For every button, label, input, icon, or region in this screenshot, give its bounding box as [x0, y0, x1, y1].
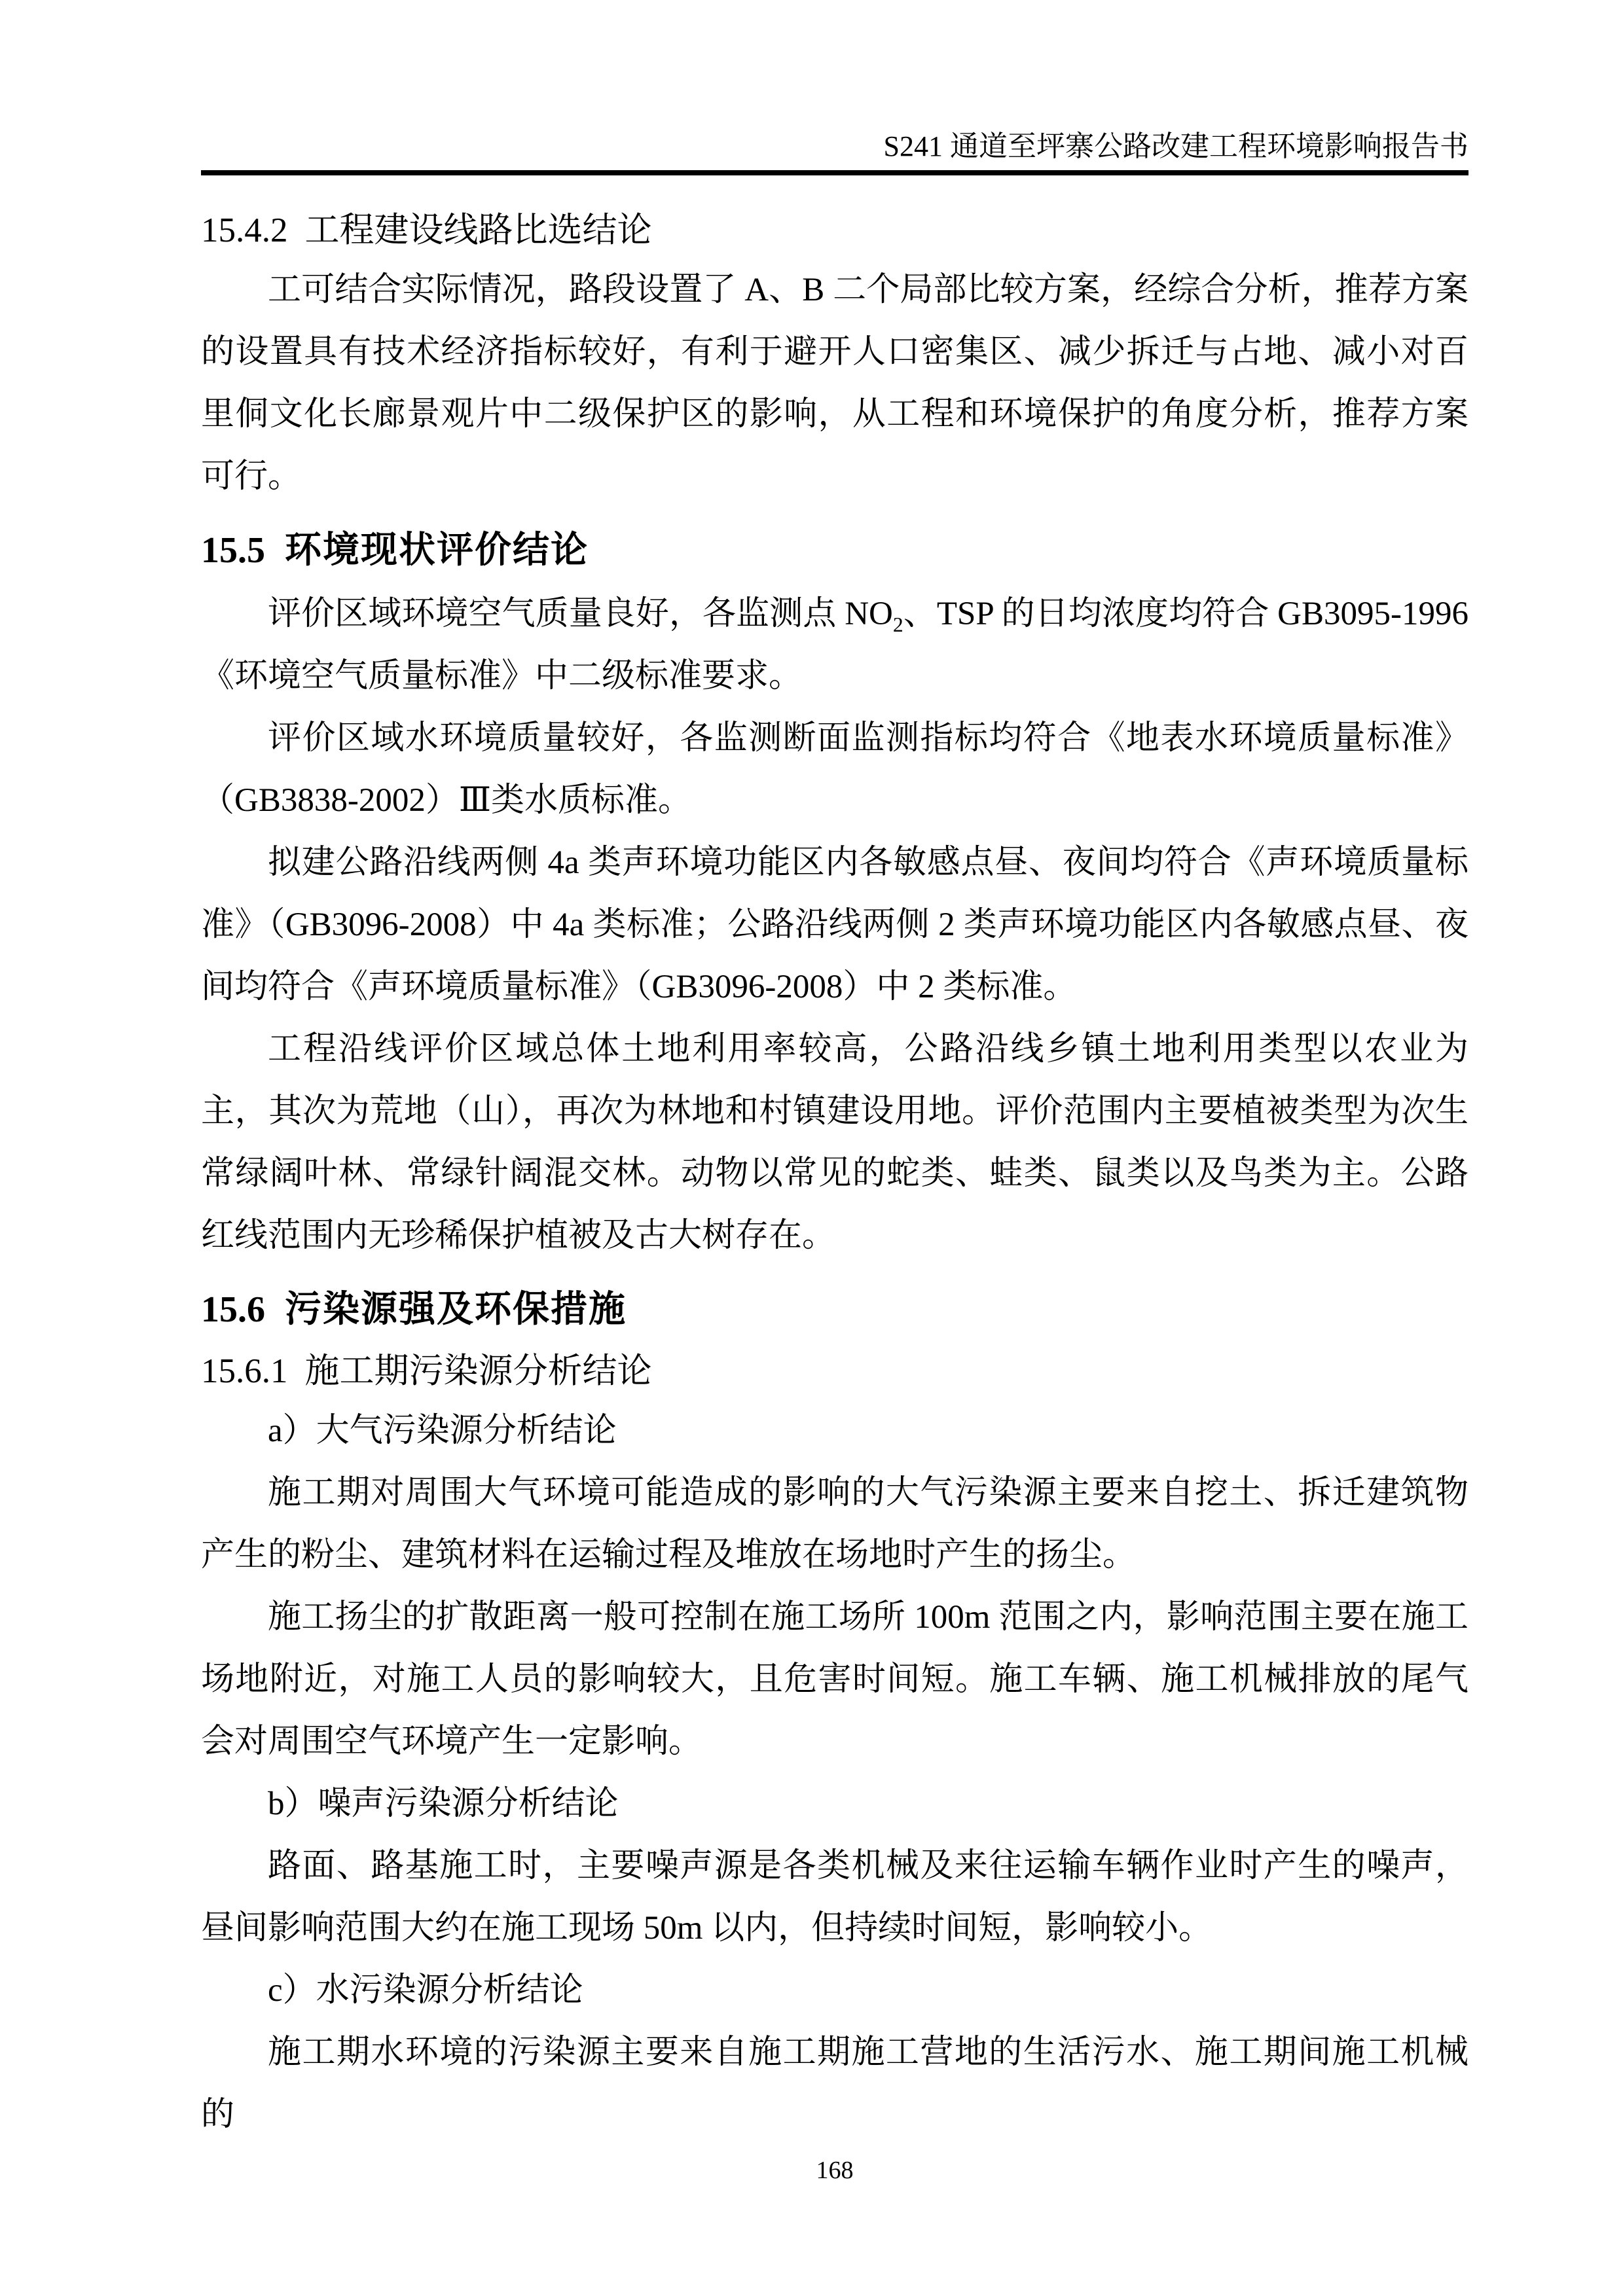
no2-subscript: 2 [892, 613, 903, 637]
page-footer [201, 2156, 1468, 2185]
paragraph-air-quality [201, 583, 1468, 708]
heading-15-5 [201, 526, 1468, 574]
paragraph-landuse-ecology: 工程沿线评价区域总体土地利用率较高，公路沿线乡镇土地利用类型以农业为主，其次为荒地（山），再次为林地和村镇建设用地。评价范围内主要植被类型为次生常绿阔叶林、常绿针阔混交林。动物以常见的蛇类、蛙类、鼠类以及鸟类为主。公路红线范围内无珍稀保护植被及古大树存在。 [201, 1031, 1468, 1255]
heading-number: 15.5 [201, 530, 265, 571]
paragraph-route-comparison: 工可结合实际情况，路段设置了 A、B 二个局部比较方案，经综合分析，推荐方案的设置具有技术经济指标较好，有利于避开人口密集区、减少拆迁与占地、减小对百里侗文化长廊景观片中二级保护区的影响，从工程和环境保护的角度分析，推荐方案可行。 [201, 272, 1468, 495]
page-number: 168 [816, 2157, 854, 2184]
paragraph-noise-standard: 拟建公路沿线两侧 4a 类声环境功能区内各敏感点昼、夜间均符合《声环境质量标准》（GB3096-2008）中 4a 类标准；公路沿线两侧 2 类声环境功能区内各敏感点昼、夜间均符合《声环境质量标准》（GB3096-2008）中 2 类标准。 [201, 844, 1468, 1006]
heading-number: 15.4.2 [201, 211, 288, 250]
heading-15-4-2 [201, 208, 1468, 253]
heading-title: 环境现状评价结论 [285, 529, 589, 571]
page-content [201, 208, 1468, 2146]
heading-number: 15.6 [201, 1289, 265, 1331]
paragraph-water-sources: 施工期水环境的污染源主要来自施工期施工营地的生活污水、施工期间施工机械的 [201, 2034, 1468, 2134]
item-b-noise-pollution: b）噪声污染源分析结论 [268, 1785, 619, 1823]
header-title: S241 通道至坪寨公路改建工程环境影响报告书 [883, 130, 1468, 162]
air-quality-text-after: 、TSP 的日均浓度均符合 GB3095-1996《环境空气质量标准》中二级标准要求。 [201, 596, 1468, 695]
heading-title: 污染源强及环保措施 [285, 1288, 627, 1330]
heading-title: 工程建设线路比选结论 [304, 211, 652, 250]
heading-15-6-1 [201, 1349, 1468, 1393]
heading-15-6 [201, 1285, 1468, 1333]
paragraph-dust-range: 施工扬尘的扩散距离一般可控制在施工场所 100m 范围之内，影响范围主要在施工场地附近，对施工人员的影响较大，且危害时间短。施工车辆、施工机械排放的尾气会对周围空气环境产生一定影响。 [201, 1599, 1468, 1761]
heading-number: 15.6.1 [201, 1352, 288, 1391]
item-a-air-pollution: a）大气污染源分析结论 [268, 1412, 617, 1450]
paragraph-noise-sources: 路面、路基施工时，主要噪声源是各类机械及来往运输车辆作业时产生的噪声，昼间影响范围大约在施工现场 50m 以内，但持续时间短，影响较小。 [201, 1848, 1468, 1947]
item-c-water-pollution: c）水污染源分析结论 [268, 1972, 583, 2009]
paragraph-water-quality: 评价区域水环境质量较好，各监测断面监测指标均符合《地表水环境质量标准》（GB3838-2002）Ⅲ类水质标准。 [201, 720, 1468, 819]
heading-title: 施工期污染源分析结论 [304, 1352, 652, 1391]
air-quality-text-before: 评价区域环境空气质量良好，各监测点 NO [268, 596, 893, 633]
page-header [201, 0, 1468, 175]
paragraph-dust-sources: 施工期对周围大气环境可能造成的影响的大气污染源主要来自挖土、拆迁建筑物产生的粉尘、建筑材料在运输过程及堆放在场地时产生的扬尘。 [201, 1475, 1468, 1574]
